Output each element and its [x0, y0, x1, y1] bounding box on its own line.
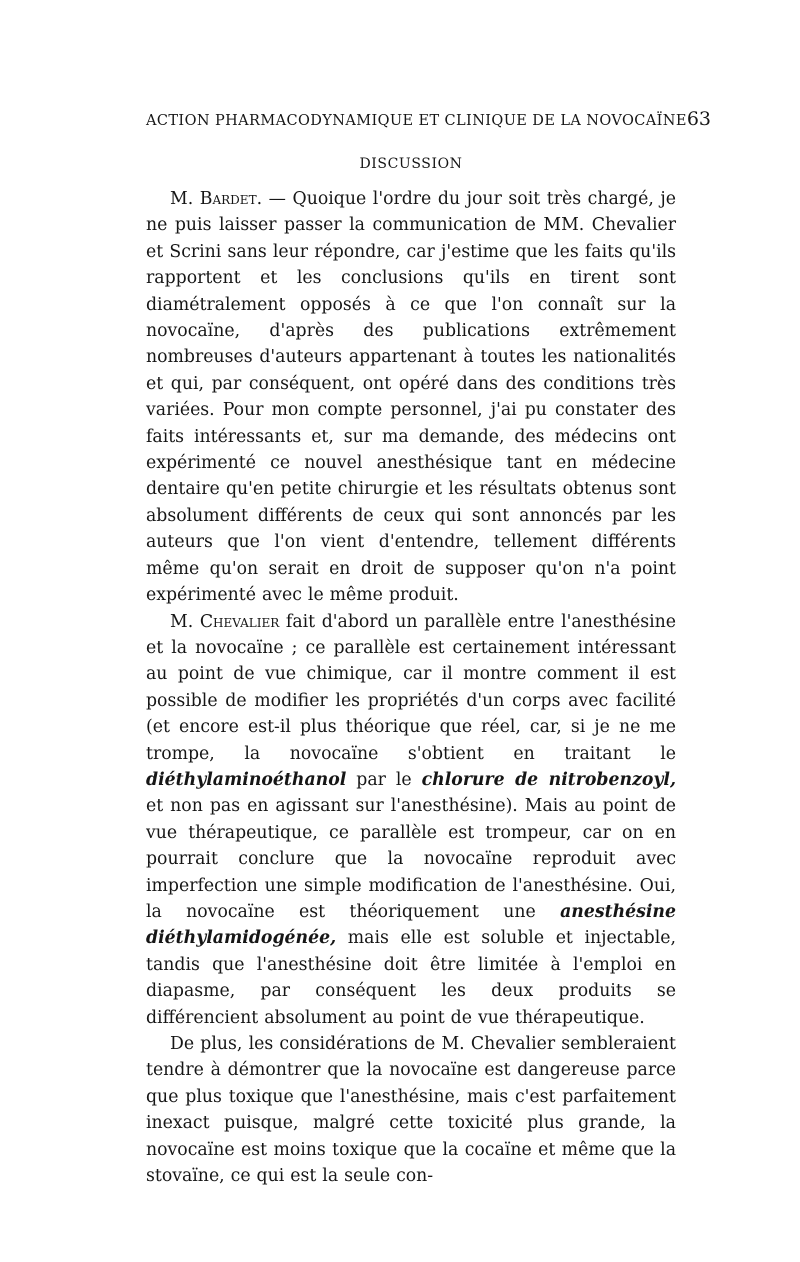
paragraph-text: par le	[346, 769, 422, 790]
paragraph-text: De plus, les considérations de M. Chevalier sembleraient tendre à démontrer que la novocaïne est dangereuse parce que plus toxique que l'anesthésine, mais c'est parfaitement inexact puisque, malgré cette toxicité plus grande, la novocaïne est moins toxique que la cocaïne et même que la stovaïne, ce qui est la seule con-	[146, 1034, 676, 1187]
running-header	[146, 108, 712, 130]
paragraph-text: — Quoique l'ordre du jour soit très chargé, je ne puis laisser passer la communication de MM. Chevalier et Scrini sans leur répondre, car j'estime que les faits qu'ils rapportent et les conclusions qu'ils en tirent sont diamétralement opposés à ce que l'on connaît sur la novocaïne, d'après des publications extrêmement nombreuses d'auteurs appartenant à toutes les nationalités et qui, par conséquent, ont opéré dans des conditions très variées. Pour mon compte personnel, j'ai pu constater des faits intéressants et, sur ma demande, des médecins ont expérimenté ce nouvel anesthésique tant en médecine dentaire qu'en petite chirurgie et les résultats obtenus sont absolument différents de ceux qui sont annoncés par les auteurs que l'on vient d'entendre, tellement différents même qu'on serait en droit de supposer qu'on n'a point expérimenté avec le même produit.	[146, 189, 676, 606]
chemical-term: anesthésine diéthylamidogénée,	[146, 901, 676, 949]
paragraph-text: et non pas en agissant sur l'anesthésine). Mais au point de vue thérapeutique, ce parallèle est trompeur, car on en pourrait conclure que la novocaïne reproduit avec imperfection une simple modification de l'anesthésine. Oui, la novocaïne est théoriquement une	[146, 796, 676, 922]
speaker-name: M. Chevalier	[170, 611, 280, 632]
paragraph-bardet	[146, 186, 676, 609]
paragraph-continuation	[146, 1031, 676, 1189]
paragraph-text: fait d'abord un parallèle entre l'anesthésine et la novocaïne ; ce parallèle est certainement intéressant au point de vue chimique, car il montre comment il est possible de modifier les propriétés d'un corps avec facilité (et encore est-il plus théorique que réel, car, si je ne me trompe, la novocaïne s'obtient en traitant le	[146, 611, 676, 764]
book-page	[146, 108, 712, 1189]
paragraph-text: mais elle est soluble et injectable, tandis que l'anesthésine doit être limitée à l'emploi en diapasme, par conséquent les deux produits se différencient absolument au point de vue thérapeutique.	[146, 928, 676, 1028]
speaker-name: M. Bardet.	[170, 189, 263, 209]
page-number: 63	[686, 108, 712, 130]
paragraph-chevalier	[146, 609, 676, 1032]
running-title: ACTION PHARMACODYNAMIQUE ET CLINIQUE DE LA NOVOCAÏNE	[146, 113, 687, 129]
chemical-term: chlorure de nitrobenzoyl,	[421, 769, 676, 790]
chemical-term: diéthylaminoéthanol	[146, 769, 347, 790]
section-heading: DISCUSSION	[359, 156, 463, 172]
